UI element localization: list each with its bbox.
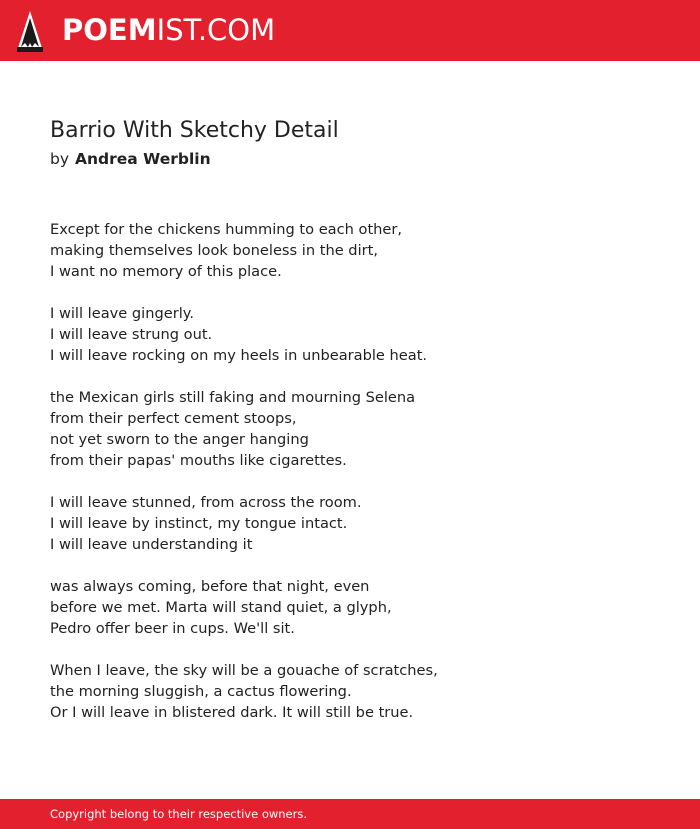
poem-stanza [50, 219, 670, 282]
by-label: by [50, 150, 70, 168]
poem-line: I will leave rocking on my heels in unbearable heat. [50, 347, 428, 364]
poem-byline [50, 148, 211, 170]
site-logo[interactable] [62, 11, 275, 49]
poem-line: Pedro offer beer in cups. We'll sit. [50, 620, 295, 637]
poem-line: not yet sworn to the anger hanging [50, 431, 309, 448]
author-name: Andrea Werblin [75, 150, 211, 168]
poem-line: Or I will leave in blistered dark. It will still be true. [50, 704, 414, 721]
poem-line: from their perfect cement stoops, [50, 410, 297, 427]
poem-line: I want no memory of this place. [50, 263, 282, 280]
poem-line: I will leave stunned, from across the room. [50, 494, 362, 511]
poem-title: Barrio With Sketchy Detail [50, 118, 339, 143]
poem-stanza [50, 576, 670, 639]
poem-body [50, 219, 670, 744]
copyright-text: Copyright belong to their respective owners. [50, 807, 308, 821]
poem-line: When I leave, the sky will be a gouache of scratches, [50, 662, 438, 679]
poem-line: the morning sluggish, a cactus flowering. [50, 683, 352, 700]
poem-line: making themselves look boneless in the dirt, [50, 242, 378, 259]
site-footer [0, 799, 700, 829]
poem-line: I will leave understanding it [50, 536, 253, 553]
poem-line: Except for the chickens humming to each other, [50, 221, 403, 238]
poem-line: before we met. Marta will stand quiet, a glyph, [50, 599, 392, 616]
poem-stanza [50, 303, 670, 366]
poem-stanza [50, 492, 670, 555]
poem-line: the Mexican girls still faking and mourning Selena [50, 389, 416, 406]
logo-light-text: IST.COM [156, 13, 276, 47]
site-header [0, 0, 700, 61]
poem-stanza [50, 660, 670, 723]
poem-line: was always coming, before that night, even [50, 578, 370, 595]
pencil-tip-icon[interactable] [17, 10, 43, 52]
logo-bold-text: POEM [62, 13, 157, 47]
poem-line: I will leave strung out. [50, 326, 213, 343]
poem-stanza [50, 387, 670, 471]
poem-line: from their papas' mouths like cigarettes. [50, 452, 347, 469]
poem-line: I will leave gingerly. [50, 305, 194, 322]
poem-line: I will leave by instinct, my tongue intact. [50, 515, 348, 532]
